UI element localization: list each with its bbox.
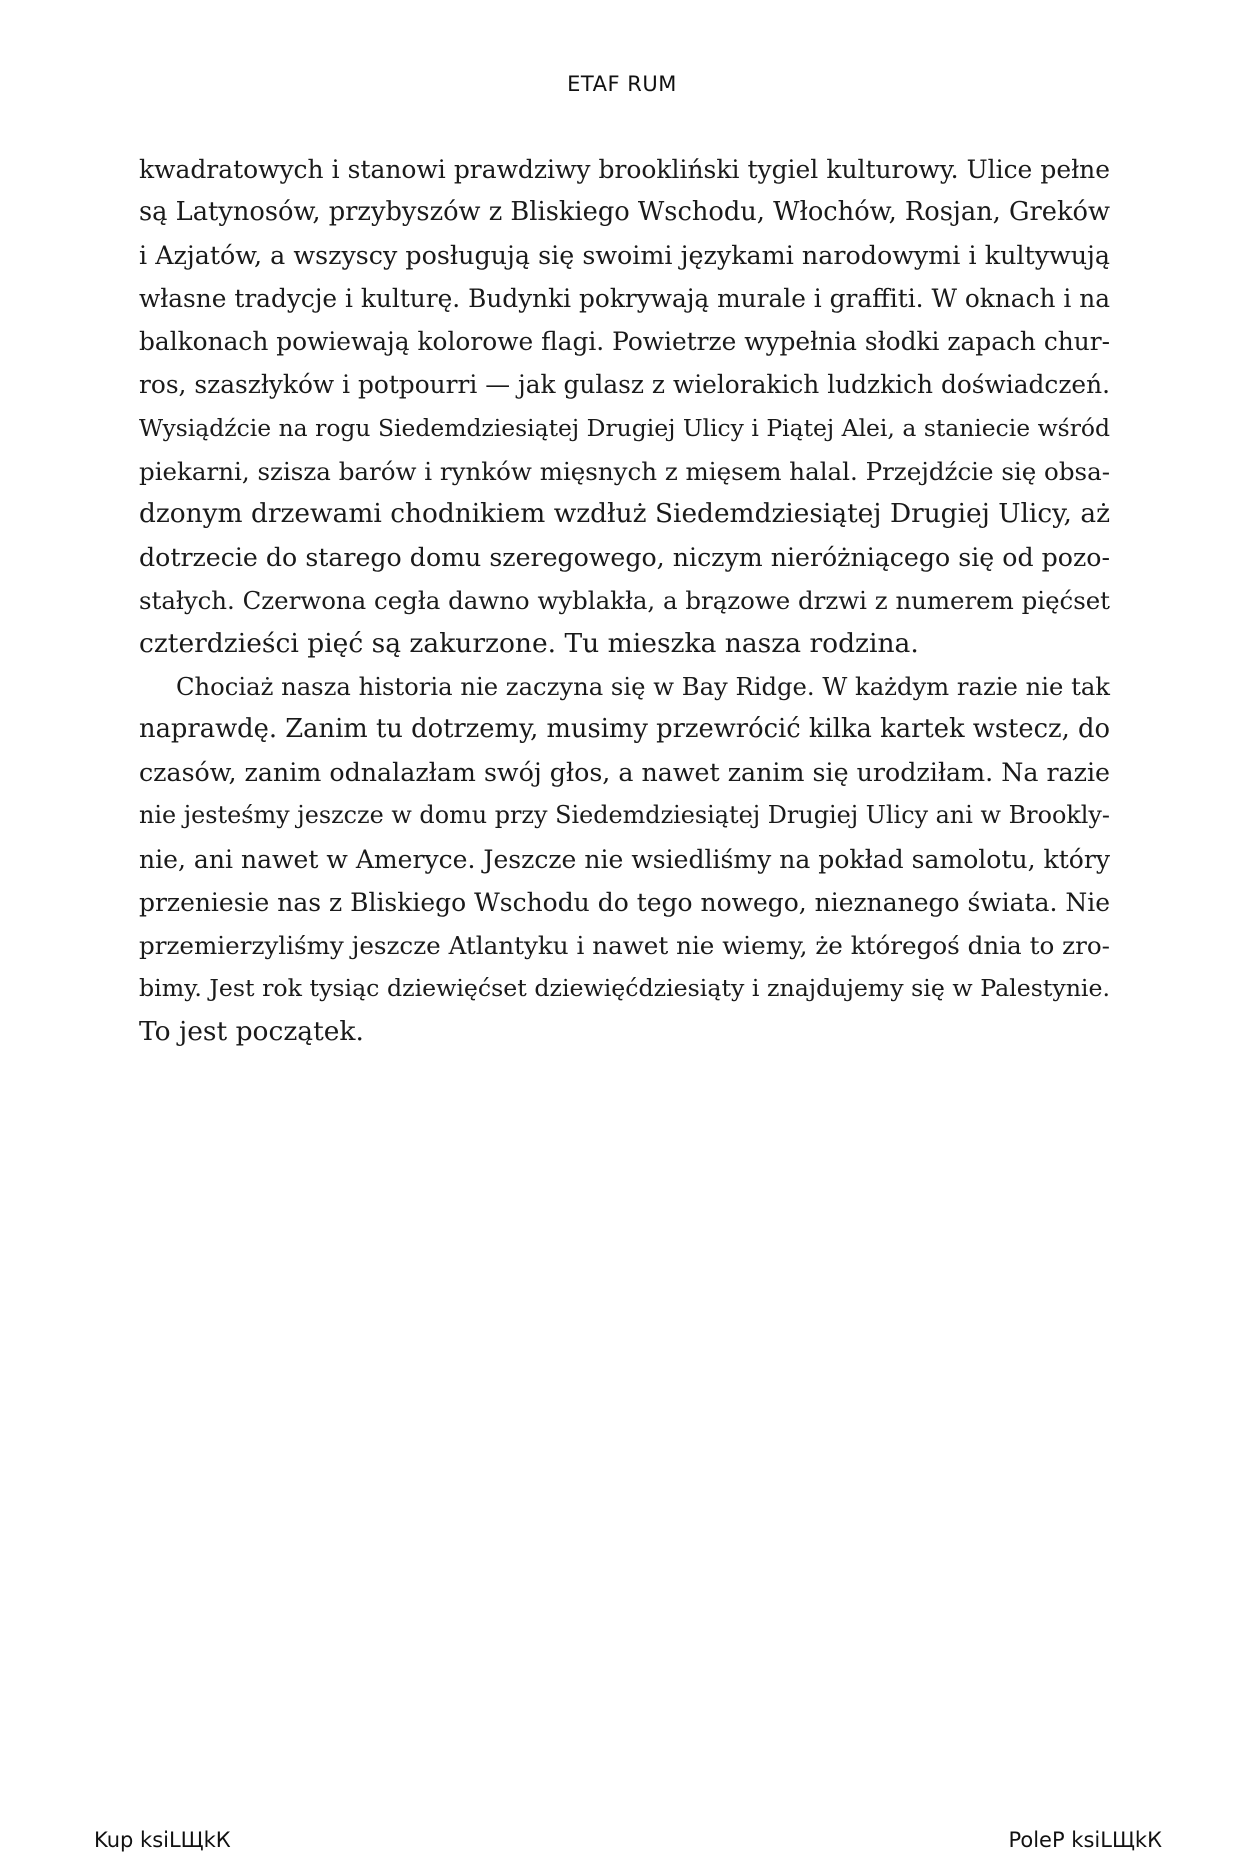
text-line: Chociaż nasza historia nie zaczyna się w Bay Ridge. W każdym razie nie tak [176,672,1110,702]
text-line: kwadratowych i stanowi prawdziwy brookliński tygiel kulturowy. Ulice pełne [139,155,1110,184]
text-line: i Azjatów, a wszyscy posługują się swoimi językami narodowymi i kultywują [139,240,1110,271]
text-line: Wysiądźcie na rogu Siedemdziesiątej Drugiej Ulicy i Piątej Alei, a staniecie wśród [139,413,1110,442]
text-line: stałych. Czerwona cegła dawno wyblakła, a brązowe drzwi z numerem pięćset [139,585,1110,615]
text-line: To jest początek. [139,1015,364,1047]
text-line: nie jesteśmy jeszcze w domu przy Siedemdziesiątej Drugiej Ulicy ani w Brookly- [139,801,1110,830]
text-line: przemierzyliśmy jeszcze Atlantyku i nawet nie wiemy, że któregoś dnia to zro- [139,930,1110,960]
paragraph-1 [139,148,1110,665]
text-line: są Latynosów, przybyszów z Bliskiego Wschodu, Włochów, Rosjan, Greków [139,197,1110,228]
text-line: dzonym drzewami chodnikiem wzdłuż Siedemdziesiątej Drugiej Ulicy, aż [139,498,1110,529]
text-line: bimy. Jest rok tysiąc dziewięćset dziewięćdziesiąty i znajdujemy się w Palestynie. [139,973,1110,1002]
text-line: przeniesie nas z Bliskiego Wschodu do tego nowego, nieznanego świata. Nie [139,887,1110,917]
text-line: piekarni, szisza barów i rynków mięsnych z mięsem halal. Przejdźcie się obsa- [139,456,1110,486]
text-line: balkonach powiewają kolorowe flagi. Powietrze wypełnia słodki zapach chur- [139,327,1110,357]
text-line: czterdzieści pięć są zakurzone. Tu mieszka nasza rodzina. [139,628,919,660]
running-header-title: ETAF RUM [567,72,677,96]
text-line: czasów, zanim odnalazłam swój głos, a nawet zanim się urodziłam. Na razie [139,758,1111,788]
recommend-book-link[interactable]: PoleP ksiLЩkК [1008,1828,1162,1852]
body-text [139,148,1110,1053]
paragraph-2 [139,665,1110,1053]
text-line: dotrzecie do starego domu szeregowego, niczym nieróżniącego się od pozo- [139,542,1110,572]
text-line: nie, ani nawet w Ameryce. Jeszcze nie wsiedliśmy na pokład samolotu, który [139,844,1110,874]
text-line: ros, szaszłyków i potpourri — jak gulasz z wielorakich ludzkich doświadczeń. [139,370,1110,400]
buy-book-link[interactable]: Kup ksiLЩkК [94,1828,231,1852]
text-line: własne tradycje i kulturę. Budynki pokrywają murale i graffiti. W oknach i na [139,284,1110,314]
text-line: naprawdę. Zanim tu dotrzemy, musimy przewrócić kilka kartek wstecz, do [139,714,1110,745]
